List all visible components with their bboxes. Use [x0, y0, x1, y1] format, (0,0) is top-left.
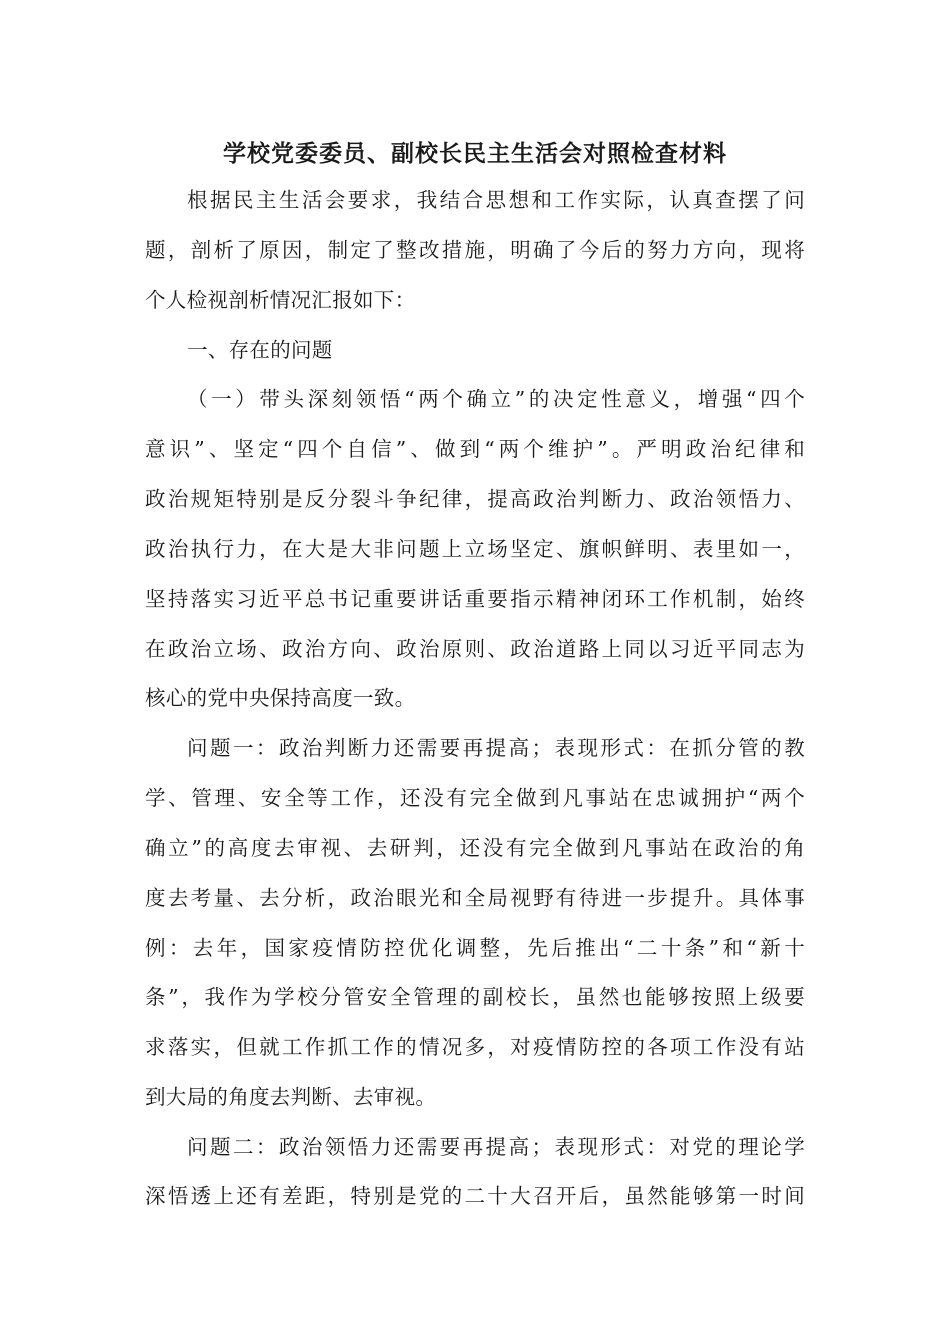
paragraph-line: 坚持落实习近平总书记重要讲话重要指示精神闭环工作机制，始终	[145, 587, 805, 611]
paragraph-line: 度去考量、去分析，政治眼光和全局视野有待进一步提升。具体事	[145, 886, 805, 910]
paragraph-line: 问题二：政治领悟力还需要再提高；表现形式：对党的理论学	[187, 1135, 805, 1159]
paragraph-line: 核心的党中央保持高度一致。	[145, 686, 416, 710]
paragraph-line: 政治执行力，在大是大非问题上立场坚定、旗帜鲜明、表里如一，	[145, 537, 805, 561]
paragraph-line: 意识”、坚定“四个自信”、做到“两个维护”。严明政治纪律和	[145, 437, 805, 461]
document-title: 学校党委委员、副校长民主生活会对照检查材料	[223, 140, 727, 167]
paragraph-line: 在政治立场、政治方向、政治原则、政治道路上同以习近平同志为	[145, 637, 805, 661]
paragraph-line: 个人检视剖析情况汇报如下：	[145, 288, 416, 312]
paragraph-line: 确立”的高度去审视、去研判，还没有完全做到凡事站在政治的角	[145, 836, 805, 860]
paragraph-line: 到大局的角度去判断、去审视。	[145, 1085, 437, 1109]
paragraph-line: 例：去年，国家疫情防控优化调整，先后推出“二十条”和“新十	[145, 936, 805, 960]
paragraph-line: 学、管理、安全等工作，还没有完全做到凡事站在忠诚拥护“两个	[145, 786, 805, 810]
paragraph-line: （一）带头深刻领悟“两个确立”的决定性意义，增强“四个	[187, 387, 805, 411]
paragraph-line: 问题一：政治判断力还需要再提高；表现形式：在抓分管的教	[187, 736, 805, 760]
paragraph-line: 题，剖析了原因，制定了整改措施，明确了今后的努力方向，现将	[145, 238, 805, 262]
paragraph-line: 深悟透上还有差距，特别是党的二十大召开后，虽然能够第一时间	[145, 1184, 805, 1208]
section-heading: 一、存在的问题	[187, 338, 333, 362]
paragraph-line: 政治规矩特别是反分裂斗争纪律，提高政治判断力、政治领悟力、	[145, 487, 805, 511]
paragraph-line: 求落实，但就工作抓工作的情况多，对疫情防控的各项工作没有站	[145, 1035, 805, 1059]
paragraph-line: 根据民主生活会要求，我结合思想和工作实际，认真查摆了问	[187, 188, 805, 212]
paragraph-line: 条”，我作为学校分管安全管理的副校长，虽然也能够按照上级要	[145, 985, 805, 1009]
